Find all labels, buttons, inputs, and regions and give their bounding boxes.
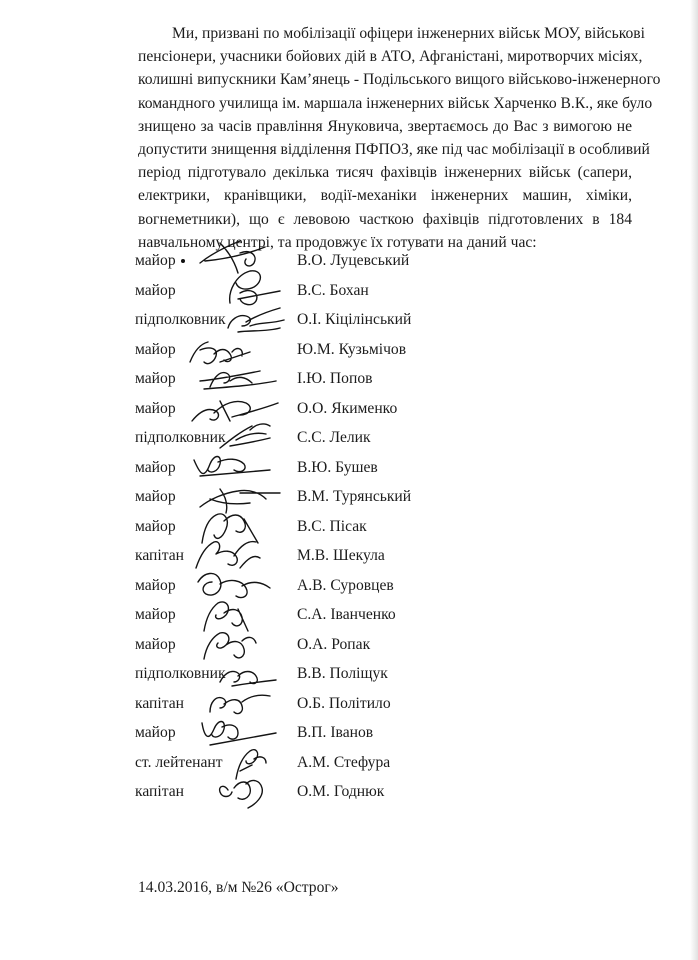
signer-name: В.М. Турянський bbox=[297, 488, 412, 505]
signer-rank: капітан bbox=[135, 783, 185, 800]
signer-row bbox=[0, 780, 698, 808]
letter-line: Ми, призвані по мобілізації офіцери інженерних військ МОУ, військові bbox=[172, 25, 645, 42]
letter-line: навчальному центрі, та продовжує їх готувати на даний час: bbox=[138, 233, 537, 251]
signer-name: В.В. Поліщук bbox=[297, 665, 388, 682]
signer-name: О.Б. Політило bbox=[297, 694, 391, 712]
signer-name: В.С. Пісак bbox=[297, 517, 367, 535]
signer-name: В.Ю. Бушев bbox=[297, 458, 378, 476]
signer-name: В.П. Іванов bbox=[297, 724, 374, 741]
signer-row bbox=[0, 692, 698, 720]
letter-footer: 14.03.2016, в/м №26 «Острог» bbox=[138, 879, 339, 896]
scan-edge-shadow bbox=[690, 0, 698, 960]
letter-line: знищено за часів правління Януковича, звертаємось до Вас з вимогою не bbox=[138, 117, 632, 135]
signer-row bbox=[0, 544, 698, 572]
signer-rank: майор bbox=[135, 340, 176, 358]
signer-rank: майор bbox=[135, 370, 176, 387]
signer-rank: майор bbox=[135, 488, 176, 505]
signer-rank: капітан bbox=[135, 547, 185, 564]
signer-name: О.І. Кіцілінський bbox=[297, 311, 412, 328]
signer-row bbox=[0, 456, 698, 484]
signer-rank: підполковник bbox=[135, 311, 226, 328]
signer-name: М.В. Шекула bbox=[297, 547, 385, 564]
signer-name: А.М. Стефура bbox=[297, 753, 391, 771]
signer-row bbox=[0, 485, 698, 513]
signer-rank: майор bbox=[135, 252, 176, 269]
signer-rank: майор bbox=[135, 576, 176, 594]
signer-row bbox=[0, 574, 698, 602]
signer-rank: майор bbox=[135, 399, 176, 417]
letter-line: період підготувало декілька тисяч фахівців інженерних військ (сапери, bbox=[138, 164, 632, 182]
signer-rank: підполковник bbox=[135, 665, 226, 682]
signer-row bbox=[0, 603, 698, 631]
signer-row bbox=[0, 721, 698, 749]
signer-rank: майор bbox=[135, 517, 176, 535]
signer-name: В.С. Бохан bbox=[297, 281, 369, 299]
signer-rank: капітан bbox=[135, 694, 185, 712]
signer-row bbox=[0, 633, 698, 661]
signer-row bbox=[0, 338, 698, 366]
signer-name: О.М. Годнюк bbox=[297, 783, 385, 800]
signer-rank: ст. лейтенант bbox=[135, 753, 223, 771]
letter-body bbox=[138, 22, 661, 254]
signer-row bbox=[0, 367, 698, 395]
letter-line: допустити знищення відділення ПФПОЗ, яке під час мобілізації в особливий bbox=[138, 141, 650, 159]
signer-rank: майор bbox=[135, 635, 176, 653]
signer-row bbox=[0, 426, 698, 454]
signer-row bbox=[0, 279, 698, 307]
signer-name: І.Ю. Попов bbox=[297, 370, 373, 387]
signer-rank: майор bbox=[135, 458, 176, 476]
letter-line: електрики, кранівщики, водії-механіки інженерних машин, хіміки, bbox=[138, 187, 632, 205]
signer-name: С.С. Лелик bbox=[297, 429, 371, 446]
letter-line: вогнеметники), що є левовою часткою фахівців підготовлених в 184 bbox=[138, 210, 632, 228]
signer-name: С.А. Іванченко bbox=[297, 606, 396, 623]
signer-row bbox=[0, 515, 698, 543]
signer-name: А.В. Суровцев bbox=[297, 576, 394, 594]
signer-rank: підполковник bbox=[135, 429, 226, 446]
signer-name: В.О. Луцевський bbox=[297, 252, 410, 269]
signer-name: О.О. Якименко bbox=[297, 399, 398, 417]
signer-name: Ю.М. Кузьмічов bbox=[297, 340, 407, 358]
letter-line: пенсіонери, учасники бойових дій в АТО, Афганістані, миротворчих місіях, bbox=[138, 48, 643, 66]
signer-row bbox=[0, 308, 698, 336]
signer-row bbox=[0, 751, 698, 779]
signer-row bbox=[0, 662, 698, 690]
letter-line: колишні випускники Кам’янець - Подільського вищого військово-інженерного bbox=[138, 71, 661, 89]
signer-row bbox=[0, 397, 698, 425]
signer-row bbox=[0, 249, 698, 277]
letter-line: командного училища ім. маршала інженерних військ Харченко В.К., яке було bbox=[138, 94, 653, 112]
signer-rank: майор bbox=[135, 606, 176, 623]
signer-rank: майор bbox=[135, 281, 176, 299]
signer-name: О.А. Ропак bbox=[297, 635, 371, 653]
signature bbox=[180, 764, 290, 812]
signer-rank: майор bbox=[135, 724, 176, 741]
